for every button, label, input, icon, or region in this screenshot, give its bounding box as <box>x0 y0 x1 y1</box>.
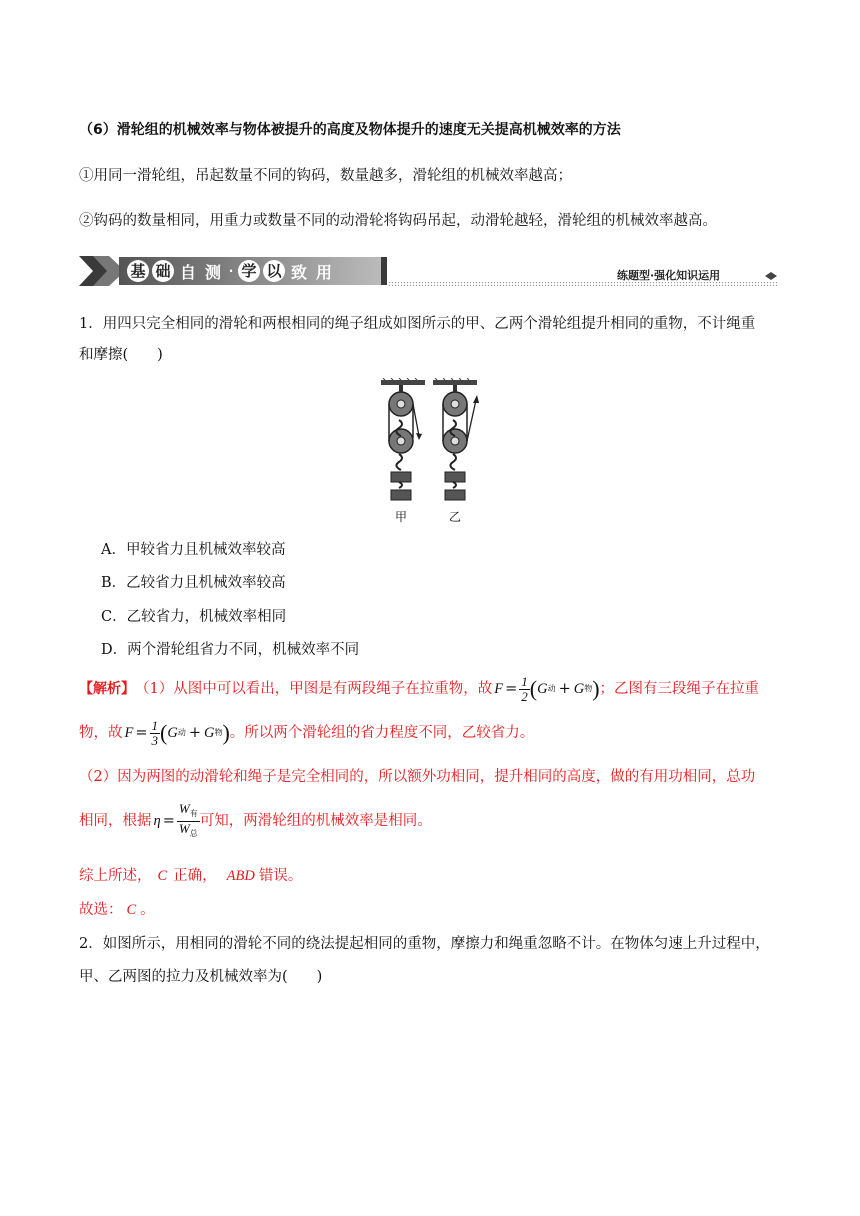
formula-eq: = <box>505 681 518 697</box>
formula-eq: = <box>162 813 175 829</box>
fraction-num: 1 <box>151 717 159 733</box>
summary-text: 综上所述， <box>79 868 152 884</box>
banner-char: 致 <box>290 262 307 282</box>
banner-char: 自 <box>179 262 196 282</box>
formula-F: F <box>124 725 134 741</box>
q1-stem-line2: 和摩擦( ) <box>79 347 163 363</box>
formula-G: G <box>573 681 585 697</box>
formula-G: G <box>167 725 178 741</box>
method-item-1: ①用同一滑轮组，吊起数量不同的钩码，数量越多，滑轮组的机械效率越高； <box>79 168 572 184</box>
choice-text: 。 <box>140 902 155 918</box>
summary-wrong: ABD <box>226 868 255 884</box>
paren-close: ) <box>222 720 230 745</box>
fraction-num: 1 <box>521 673 528 689</box>
figure-label-jia: 甲 <box>395 510 408 524</box>
figure-label-yi: 乙 <box>449 510 462 524</box>
formula-eta: η <box>153 813 161 829</box>
option-a[interactable]: A．甲较省力且机械效率较高 <box>101 542 286 558</box>
formula-W: W <box>178 820 190 836</box>
banner-title <box>127 259 335 283</box>
section-banner <box>79 254 779 288</box>
method-item-2: ②钩码的数量相同，用重力或数量不同的动滑轮将钩码吊起，动滑轮越轻，滑轮组的机械效率越高。 <box>79 213 717 229</box>
pulley-diagram <box>375 378 495 526</box>
section-title: （6）滑轮组的机械效率与物体被提升的高度及物体提升的速度无关提高机械效率的方法 <box>79 122 621 138</box>
analysis-choice <box>79 900 155 920</box>
paren-open: ( <box>160 720 168 745</box>
formula-F: F <box>494 681 504 697</box>
analysis-tag: 【解析】 <box>79 681 135 697</box>
option-d[interactable]: D．两个滑轮组省力不同，机械效率不同 <box>101 642 360 658</box>
analysis-summary <box>79 866 302 886</box>
pulley-figure <box>375 378 495 526</box>
analysis-text: 相同，根据 <box>79 813 152 829</box>
formula-W: W <box>178 800 190 816</box>
banner-char: 用 <box>315 262 332 282</box>
choice-text: 故选： <box>79 902 123 918</box>
analysis-text: 物，故 <box>79 725 123 741</box>
banner-char: 以 <box>263 260 285 282</box>
subscript-wu: 物 <box>214 728 223 737</box>
formula-plus: + <box>188 725 201 741</box>
formula-G: G <box>203 725 215 741</box>
analysis-para2-line1: （2）因为两图的动滑轮和绳子是完全相同的，所以额外功相同，提升相同的高度，做的有用功相同，总功 <box>79 769 756 785</box>
summary-text: 正确， <box>173 868 217 884</box>
summary-answer: C <box>157 868 168 884</box>
banner-dot: · <box>228 264 234 278</box>
banner-subtitle: 练题型·强化知识运用 <box>617 269 721 282</box>
fraction-den <box>177 822 200 841</box>
subscript-dong: 动 <box>547 684 556 693</box>
option-c[interactable]: C．乙较省力，机械效率相同 <box>101 609 287 625</box>
banner-char: 基 <box>127 260 149 282</box>
analysis-text: ；乙图有三段绳子在拉重 <box>599 681 760 697</box>
paren-close: ) <box>592 676 600 701</box>
fraction-half <box>519 675 530 704</box>
subscript-you: 有 <box>189 808 198 818</box>
formula-eq: = <box>135 725 148 741</box>
analysis-para2-line2 <box>79 800 432 838</box>
subscript-dong: 动 <box>177 728 186 737</box>
banner-char: 础 <box>152 260 174 282</box>
formula-G: G <box>537 681 548 697</box>
fraction-den: 3 <box>151 732 159 748</box>
analysis-para1-line1 <box>79 674 759 704</box>
q2-stem-line1: 2．如图所示，用相同的滑轮不同的绕法提起相同的重物，摩擦力和绳重忽略不计。在物体匀速上升过程中， <box>79 936 770 952</box>
analysis-text: 。所以两个滑轮组的省力程度不同，乙较省力。 <box>229 725 535 741</box>
choice-answer: C <box>126 902 137 918</box>
subscript-wu: 物 <box>584 684 593 693</box>
analysis-text: （1）从图中可以看出，甲图是有两段绳子在拉重物，故 <box>135 681 493 697</box>
fraction-third <box>150 719 161 748</box>
q2-stem-line2: 甲、乙两图的拉力及机械效率为( ) <box>79 969 323 985</box>
banner-char: 测 <box>204 262 221 282</box>
paren-open: ( <box>529 676 538 701</box>
analysis-text: 可知，两滑轮组的机械效率是相同。 <box>199 813 432 829</box>
formula-plus: + <box>558 681 571 697</box>
fraction-num <box>177 802 200 822</box>
fraction-den: 2 <box>521 688 528 704</box>
analysis-para1-line2 <box>79 718 534 748</box>
fraction-efficiency <box>177 802 200 841</box>
banner-char: 学 <box>238 260 260 282</box>
q1-stem-line1: 1．用四只完全相同的滑轮和两根相同的绳子组成如图所示的甲、乙两个滑轮组提升相同的重物，不计绳重 <box>79 316 756 332</box>
summary-text: 错误。 <box>258 868 303 884</box>
option-b[interactable]: B．乙较省力且机械效率较高 <box>101 575 286 591</box>
subscript-zong: 总 <box>189 828 198 838</box>
